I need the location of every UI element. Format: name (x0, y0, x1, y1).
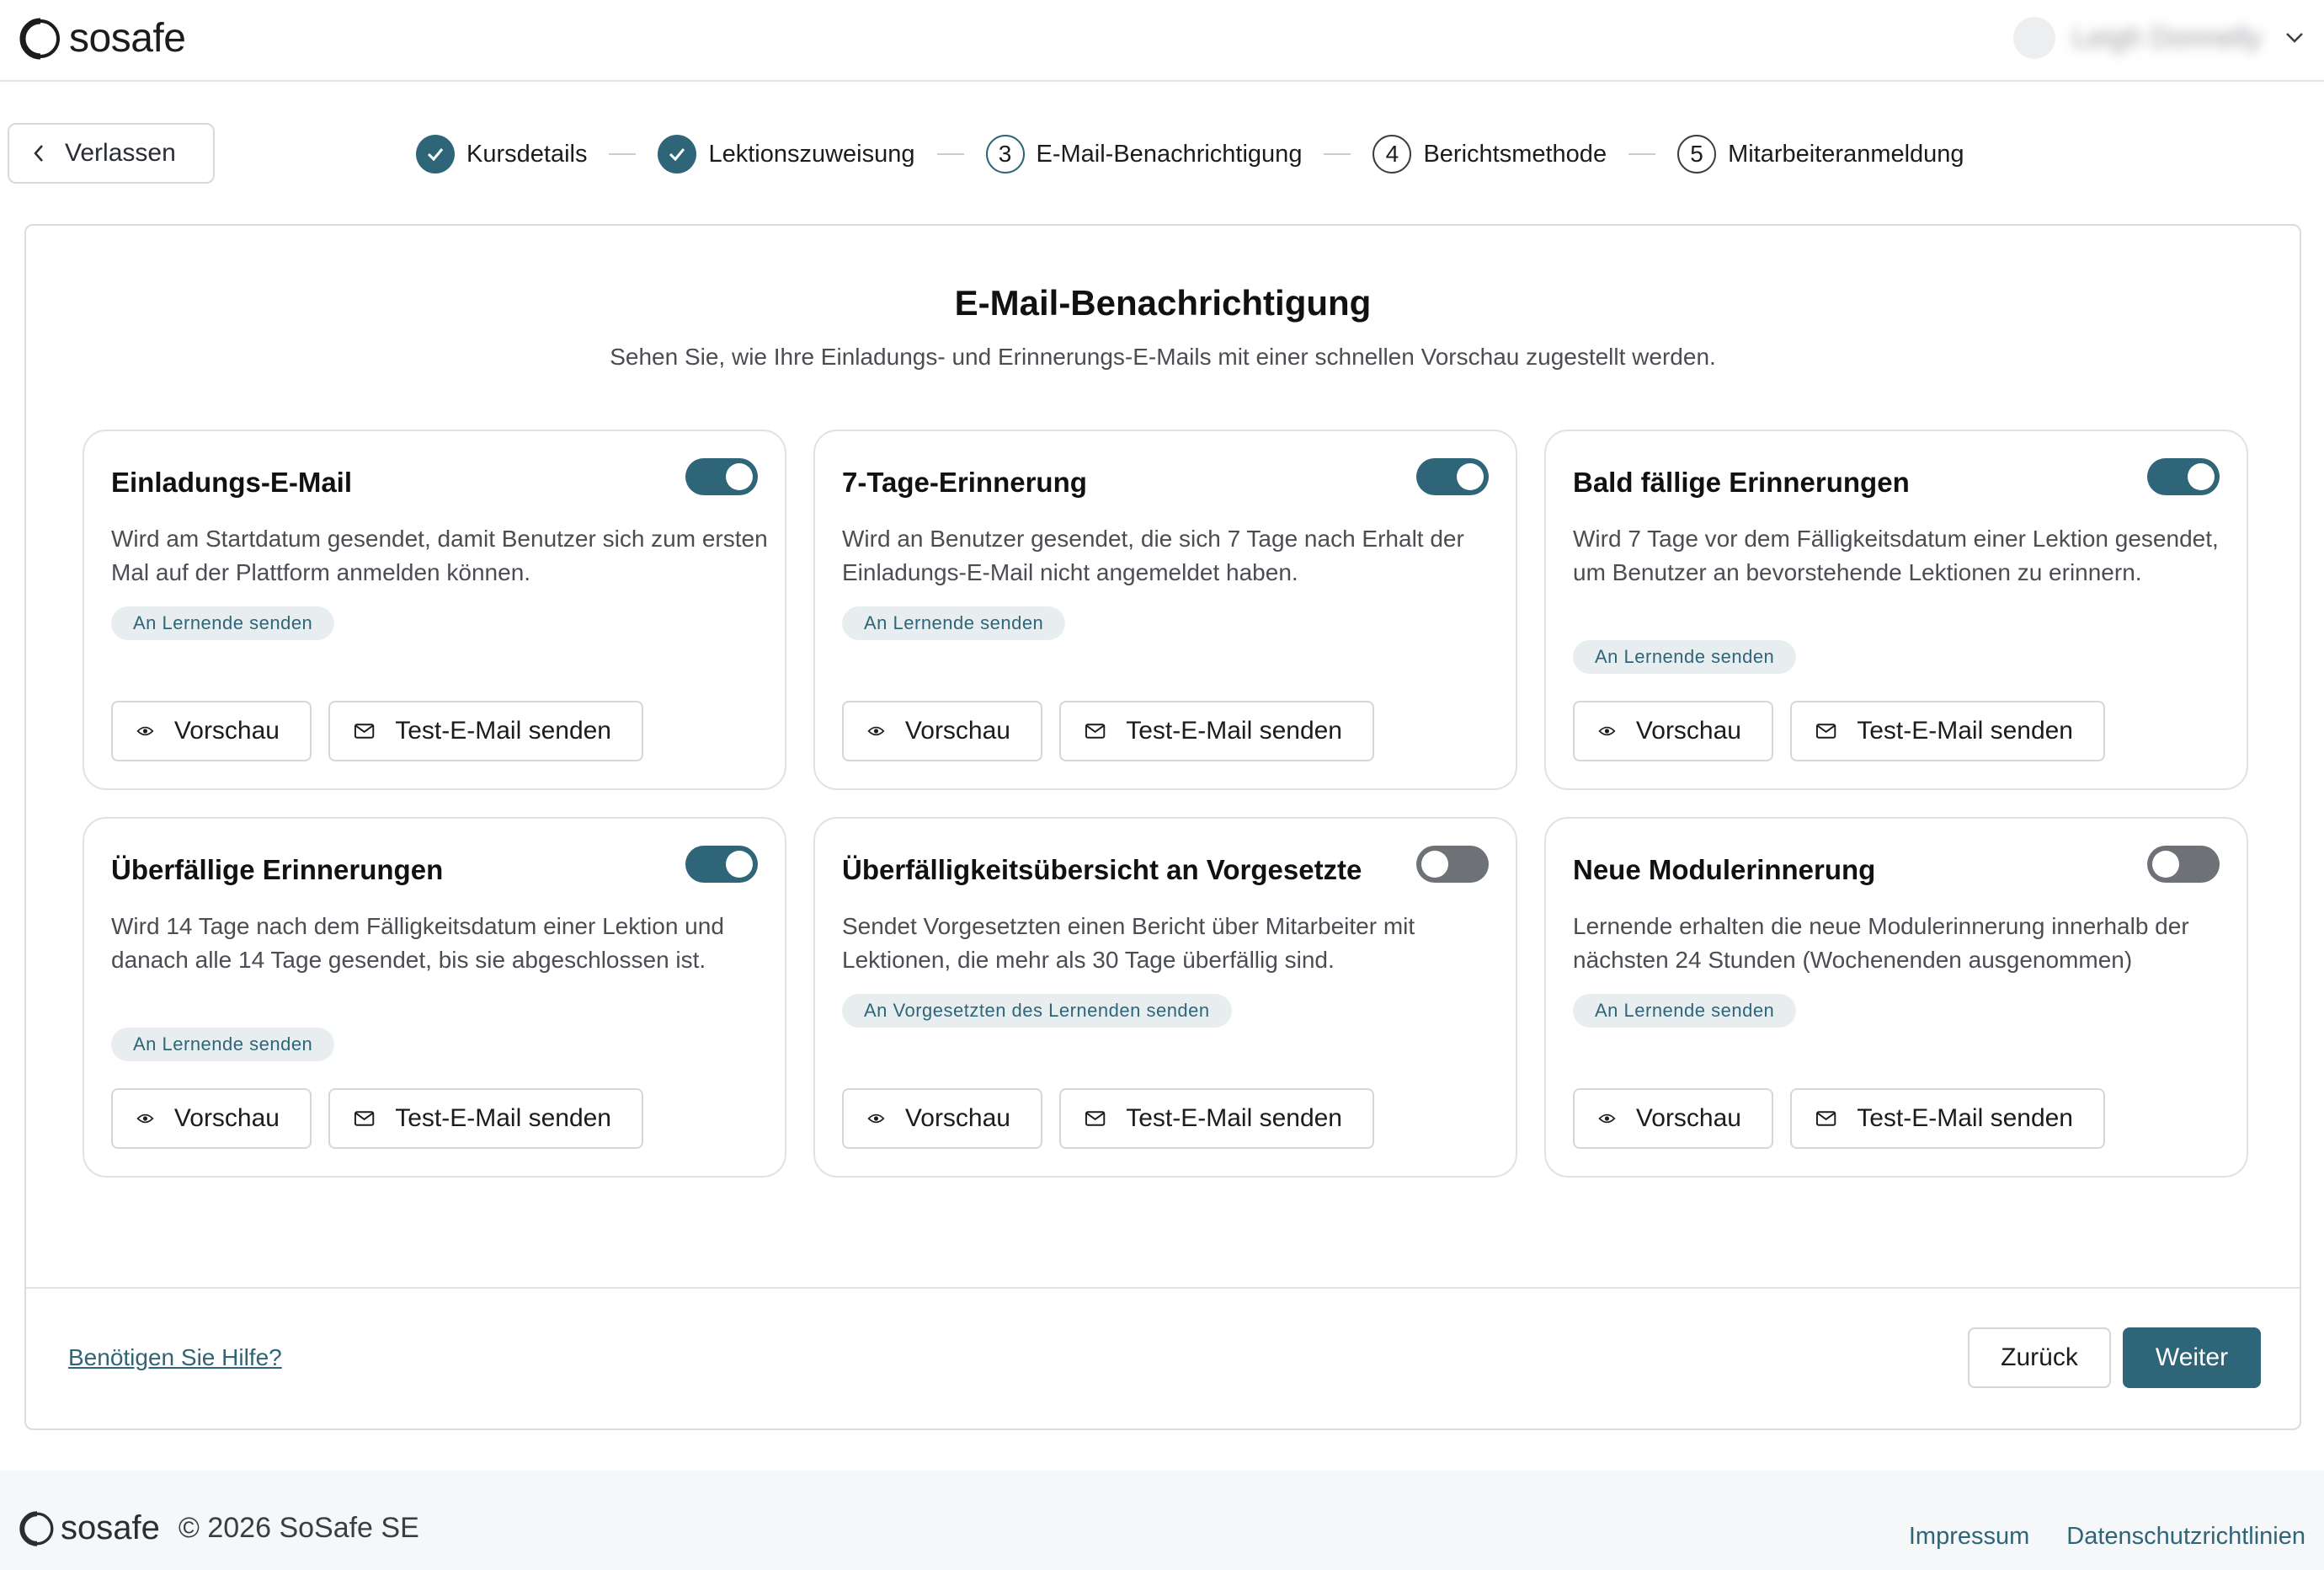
mail-icon (354, 723, 375, 740)
notification-card (1544, 817, 2248, 1178)
send-test-email-button[interactable] (328, 701, 643, 761)
page-subtitle: Sehen Sie, wie Ihre Einladungs- und Erinnerungs-E-Mails mit einer schnellen Vorschau zugestellt werden. (610, 344, 1716, 370)
step-label: Berichtsmethode (1423, 140, 1607, 168)
step-label: Lektionszuweisung (708, 140, 915, 168)
mail-icon (1815, 723, 1836, 740)
preview-label: Vorschau (173, 717, 280, 745)
step-divider (1324, 153, 1351, 155)
step-berichtsmethode[interactable] (1373, 135, 1607, 174)
chevron-left-icon (33, 144, 45, 163)
card-description: Wird am Startdatum gesendet, damit Benutzer sich zum ersten Mal auf der Plattform anmelden können. (111, 526, 768, 585)
notification-card (813, 817, 1517, 1178)
card-title: Einladungs-E-Mail (111, 467, 353, 498)
preview-button[interactable] (111, 701, 312, 761)
recipient-badge: An Lernende senden (111, 1028, 334, 1061)
step-mitarbeiteranmeldung[interactable] (1677, 135, 1964, 174)
card-actions (842, 1088, 1374, 1149)
footer (0, 1471, 2324, 1570)
preview-label: Vorschau (904, 717, 1010, 745)
card-title: Überfällige Erinnerungen (111, 854, 444, 885)
enable-toggle[interactable] (2147, 458, 2220, 495)
footer-brand-name: sosafe (61, 1509, 160, 1546)
step-label: Mitarbeiteranmeldung (1728, 140, 1964, 168)
card-title: 7-Tage-Erinnerung (842, 467, 1087, 498)
mail-icon (1085, 723, 1106, 740)
card-actions (111, 701, 643, 761)
recipient-badge: An Lernende senden (111, 606, 334, 640)
user-name: Leigh Donnelly (2072, 21, 2262, 54)
check-icon (658, 135, 696, 174)
enable-toggle[interactable] (1416, 458, 1489, 495)
card-description: Wird an Benutzer gesendet, die sich 7 Tage nach Erhalt der Einladungs-E-Mail nicht angemeldet haben. (842, 526, 1464, 585)
eye-icon (136, 724, 154, 739)
enable-toggle[interactable] (2147, 846, 2220, 883)
step-lektionszuweisung[interactable] (658, 135, 914, 174)
back-button[interactable]: Zurück (1968, 1327, 2111, 1388)
next-button[interactable]: Weiter (2123, 1327, 2261, 1388)
send-test-label: Test-E-Mail senden (1857, 1104, 2073, 1132)
logo-ring-icon (19, 1510, 56, 1547)
preview-label: Vorschau (904, 1104, 1010, 1132)
card-title: Überfälligkeitsübersicht an Vorgesetzte (842, 854, 1362, 885)
card-description: Sendet Vorgesetzten einen Bericht über Mitarbeiter mit Lektionen, die mehr als 30 Tage überfällig sind. (842, 913, 1415, 973)
help-link[interactable]: Benötigen Sie Hilfe? (68, 1344, 282, 1370)
notification-card (83, 817, 786, 1178)
card-title: Bald fällige Erinnerungen (1573, 467, 1910, 498)
card-description: Lernende erhalten die neue Modulerinnerung innerhalb der nächsten 24 Stunden (Wochenenden ausgenommen) (1573, 913, 2189, 973)
step-kursdetails[interactable] (416, 135, 587, 174)
notification-card (1544, 430, 2248, 790)
chevron-down-icon[interactable] (2285, 32, 2304, 44)
eye-icon (136, 1111, 154, 1126)
send-test-label: Test-E-Mail senden (395, 1104, 611, 1132)
recipient-badge: An Vorgesetzten des Lernenden senden (842, 994, 1232, 1028)
card-actions (842, 701, 1374, 761)
send-test-email-button[interactable] (328, 1088, 643, 1149)
eye-icon (1598, 1111, 1616, 1126)
send-test-email-button[interactable] (1059, 701, 1374, 761)
card-actions (1573, 701, 2105, 761)
impressum-link[interactable]: Impressum (1908, 1523, 2030, 1550)
enable-toggle[interactable] (685, 846, 758, 883)
send-test-email-button[interactable] (1790, 701, 2105, 761)
divider (26, 1287, 2300, 1289)
eye-icon (867, 1111, 885, 1126)
toggle-knob (726, 851, 753, 878)
footer-brand (19, 1509, 419, 1547)
mail-icon (354, 1110, 375, 1127)
recipient-badge: An Lernende senden (1573, 640, 1796, 674)
send-test-label: Test-E-Mail senden (1857, 717, 2073, 745)
send-test-email-button[interactable] (1790, 1088, 2105, 1149)
eye-icon (867, 724, 885, 739)
brand-name: sosafe (69, 16, 186, 61)
toggle-knob (2188, 463, 2215, 490)
step-label: Kursdetails (466, 140, 588, 168)
step-label: E-Mail-Benachrichtigung (1036, 140, 1303, 168)
check-icon (416, 135, 455, 174)
card-description: Wird 14 Tage nach dem Fälligkeitsdatum einer Lektion und danach alle 14 Tage gesendet, bis sie abgeschlossen ist. (111, 913, 724, 973)
mail-icon (1085, 1110, 1106, 1127)
notification-card (813, 430, 1517, 790)
eye-icon (1598, 724, 1616, 739)
step-number: 5 (1677, 135, 1716, 174)
preview-button[interactable] (1573, 1088, 1773, 1149)
recipient-badge: An Lernende senden (842, 606, 1065, 640)
card-description: Wird 7 Tage vor dem Fälligkeitsdatum einer Lektion gesendet, um Benutzer an bevorstehende Lektionen zu erinnern. (1573, 526, 2219, 585)
preview-button[interactable] (842, 1088, 1042, 1149)
card-actions (1573, 1088, 2105, 1149)
step-number: 3 (986, 135, 1025, 174)
recipient-badge: An Lernende senden (1573, 994, 1796, 1028)
avatar[interactable] (2013, 17, 2055, 59)
footer-links (1909, 1523, 2305, 1551)
send-test-email-button[interactable] (1059, 1088, 1374, 1149)
step-number: 4 (1373, 135, 1411, 174)
privacy-policy-link[interactable]: Datenschutzrichtlinien (2066, 1523, 2305, 1550)
logo-ring-icon (19, 17, 62, 61)
step-email-benachrichtigung[interactable] (986, 135, 1303, 174)
preview-button[interactable] (842, 701, 1042, 761)
card-actions (111, 1088, 643, 1149)
toggle-knob (1421, 851, 1448, 878)
user-menu[interactable] (2013, 17, 2304, 59)
card-title: Neue Modulerinnerung (1573, 854, 1876, 885)
toggle-knob (1457, 463, 1484, 490)
preview-label: Vorschau (1635, 717, 1741, 745)
preview-label: Vorschau (173, 1104, 280, 1132)
exit-label: Verlassen (65, 139, 176, 167)
send-test-label: Test-E-Mail senden (1126, 1104, 1342, 1132)
preview-button[interactable] (1573, 701, 1773, 761)
main-panel (24, 224, 2301, 1430)
step-divider (937, 153, 964, 155)
toggle-knob (726, 463, 753, 490)
progress-stepper (416, 133, 1964, 175)
send-test-label: Test-E-Mail senden (1126, 717, 1342, 745)
top-bar (0, 0, 2324, 82)
toggle-knob (2152, 851, 2179, 878)
exit-button[interactable] (8, 123, 215, 184)
copyright-text: © 2026 SoSafe SE (178, 1512, 419, 1544)
preview-button[interactable] (111, 1088, 312, 1149)
mail-icon (1815, 1110, 1836, 1127)
send-test-label: Test-E-Mail senden (395, 717, 611, 745)
sosafe-logo[interactable] (19, 15, 185, 61)
notification-card (83, 430, 786, 790)
step-divider (1628, 153, 1655, 155)
step-divider (609, 153, 636, 155)
preview-label: Vorschau (1635, 1104, 1741, 1132)
page-title: E-Mail-Benachrichtigung (954, 283, 1372, 323)
enable-toggle[interactable] (1416, 846, 1489, 883)
enable-toggle[interactable] (685, 458, 758, 495)
